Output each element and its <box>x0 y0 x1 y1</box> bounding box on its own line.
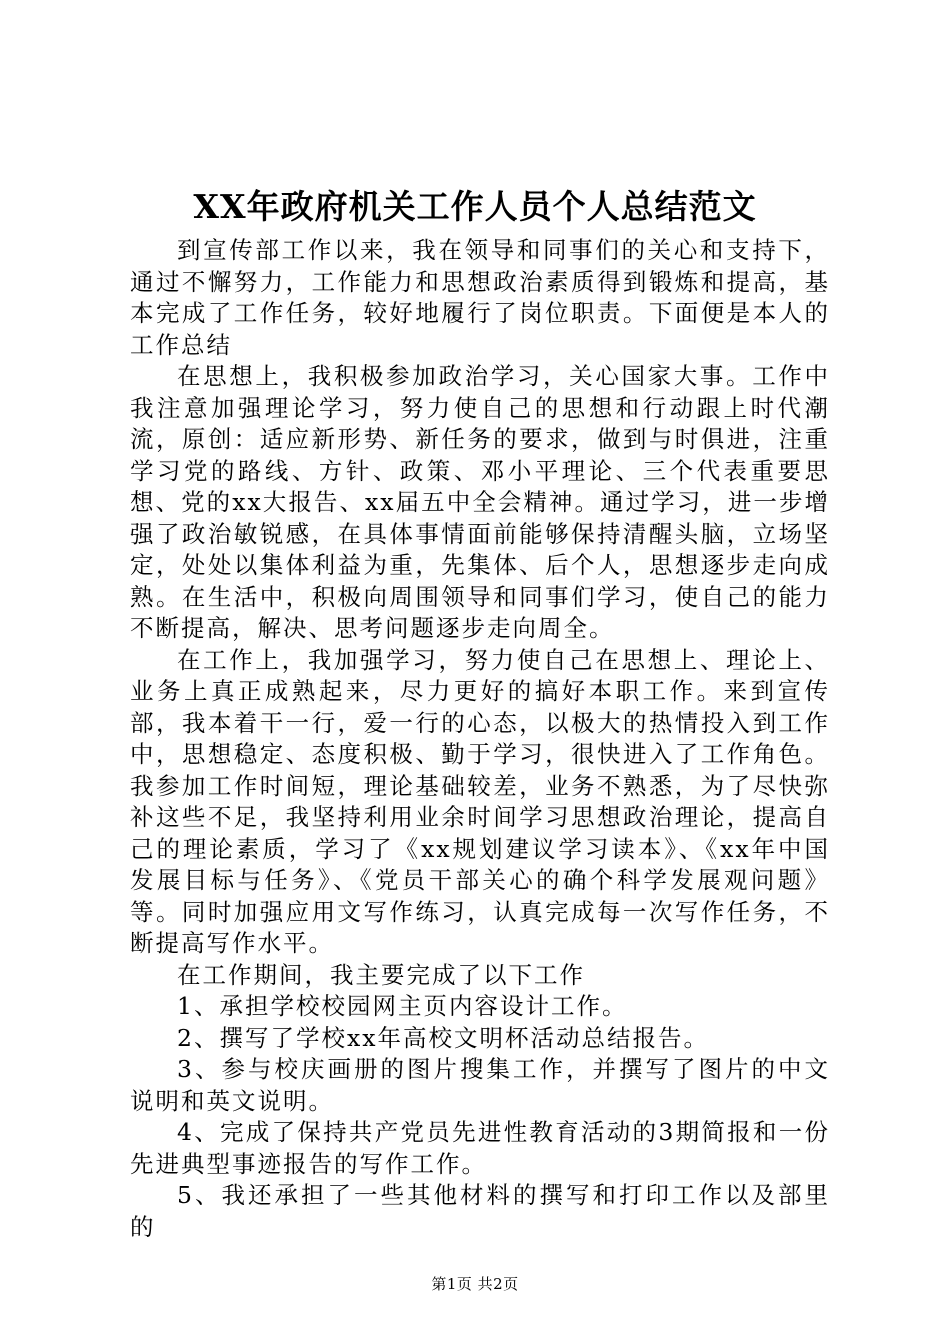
page-number-footer: 第1页 共2页 <box>431 1275 519 1293</box>
paragraph-work-list-intro: 在工作期间，我主要完成了以下工作 <box>177 960 585 989</box>
paragraph-work: 在工作上，我加强学习，努力使自己在思想上、理论上、业务上真正成熟起来，尽力更好的搞好本职工作。来到宣传部，我本着干一行，爱一行的心态，以极大的热情投入到工作中，思想稳定、态度积极、勤于学习，很快进入了工作角色。我参加工作时间短，理论基础较差，业务不熟悉，为了尽快弥补这些不足，我坚持利用业余时间学习思想政治理论，提高自己的理论素质，学习了《xx规划建议学习读本》、《xx年中国发展目标与任务》、《党员干部关心的确个科学发展观问题》等。同时加强应用文写作练习，认真完成每一次写作任务，不断提高写作水平。 <box>130 645 830 957</box>
list-item-3: 3、参与校庆画册的图片搜集工作，并撰写了图片的中文说明和英文说明。 <box>130 1055 830 1115</box>
list-item-1: 1、承担学校校园网主页内容设计工作。 <box>177 992 628 1020</box>
paragraph-intro: 到宣传部工作以来，我在领导和同事们的关心和支持下，通过不懈努力，工作能力和思想政治素质得到锻炼和提高，基本完成了工作任务，较好地履行了岗位职责。下面便是本人的工作总结 <box>130 236 830 359</box>
document-body <box>130 235 830 1243</box>
list-item-4: 4、完成了保持共产党员先进性教育活动的3期简报和一份先进典型事迹报告的写作工作。 <box>130 1118 830 1178</box>
list-item-5: 5、我还承担了一些其他材料的撰写和打印工作以及部里的 <box>130 1181 830 1241</box>
paragraph-thought: 在思想上，我积极参加政治学习，关心国家大事。工作中我注意加强理论学习，努力使自己的思想和行动跟上时代潮流，原创：适应新形势、新任务的要求，做到与时俱进，注重学习党的路线、方针、政策、邓小平理论、三个代表重要思想、党的xx大报告、xx届五中全会精神。通过学习，进一步增强了政治敏锐感，在具体事情面前能够保持清醒头脑，立场坚定，处处以集体利益为重，先集体、后个人，思想逐步走向成熟。在生活中，积极向周围领导和同事们学习，使自己的能力不断提高，解决、思考问题逐步走向周全。 <box>130 362 830 642</box>
list-item-2: 2、撰写了学校xx年高校文明杯活动总结报告。 <box>177 1023 709 1052</box>
document-title: XX年政府机关工作人员个人总结范文 <box>193 187 757 226</box>
